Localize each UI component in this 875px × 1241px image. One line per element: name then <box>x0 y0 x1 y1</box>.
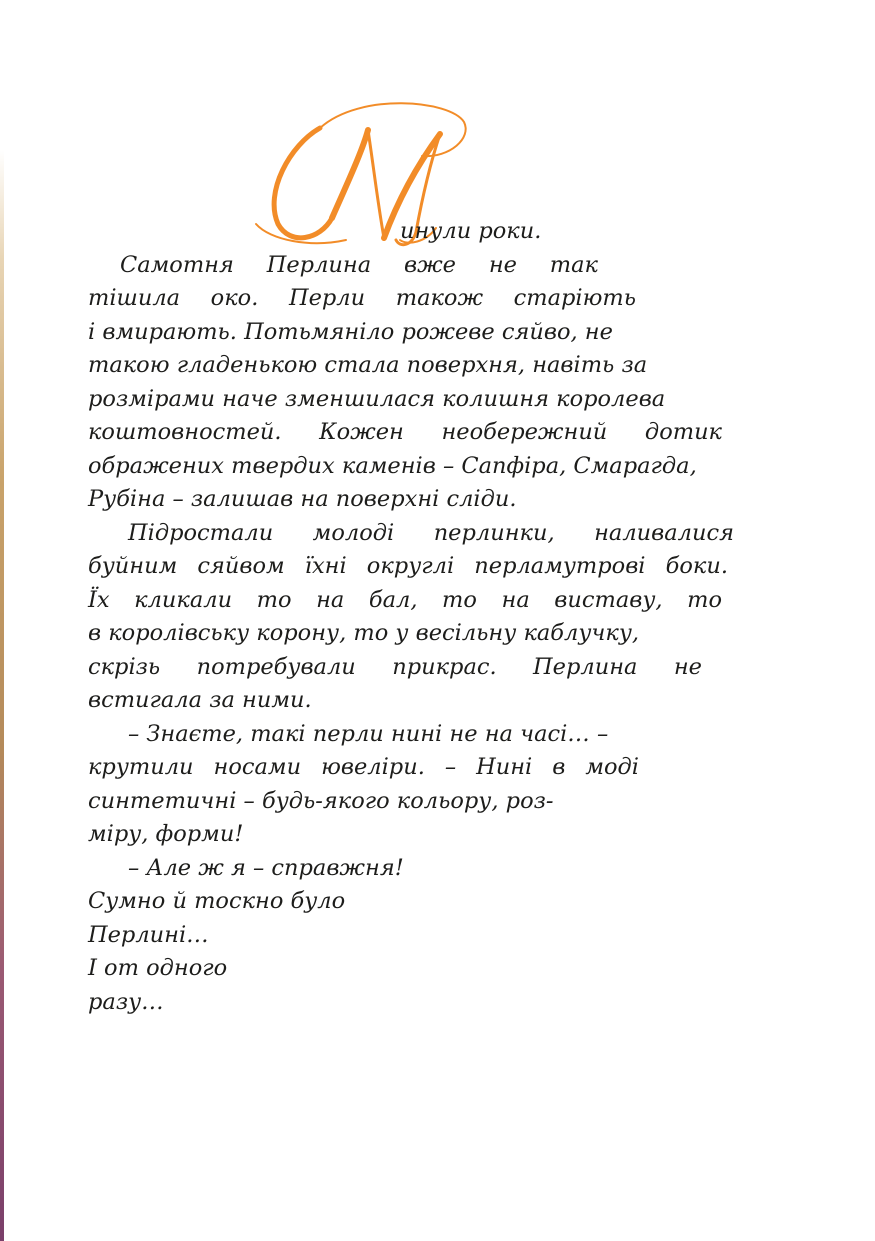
text-line: тішила око. Перли також старіють <box>88 285 636 311</box>
text-line: Перлині… <box>88 921 209 948</box>
text-line: Сумно й тоскно було <box>88 888 346 914</box>
page-edge-decoration <box>0 150 4 1241</box>
text-line: Рубіна – залишав на поверхні сліди. <box>88 486 517 512</box>
text-line: инули роки. <box>400 218 542 244</box>
text-line: скрізь потребували прикрас. Перлина не <box>88 653 702 680</box>
text-line: міру, форми! <box>88 821 244 847</box>
text-line: І от одного <box>88 955 228 981</box>
text-line: в королівську корону, то у весільну каблучку, <box>88 620 640 646</box>
text-line: – Знаєте, такі перли нині не на часі… – <box>128 720 609 747</box>
text-line: коштовностей. Кожен необережний дотик <box>88 419 722 445</box>
text-line: Їх кликали то на бал, то на виставу, то <box>88 586 722 613</box>
text-line: разу… <box>88 988 164 1015</box>
text-line: буйним сяйвом їхні округлі перламутрові боки. <box>88 553 728 579</box>
text-line: крутили носами ювеліри. – Нині в моді <box>88 754 639 780</box>
text-line: розмірами наче зменшилася колишня королева <box>88 385 666 412</box>
text-line: – Але ж я – справжня! <box>128 854 404 881</box>
text-line: такою гладенькою стала поверхня, навіть за <box>88 352 648 378</box>
text-line: Підростали молоді перлинки, наливалися <box>128 519 734 546</box>
text-line: синтетичні – будь-якого кольору, роз- <box>88 787 554 814</box>
story-text <box>88 215 738 1019</box>
text-line: Самотня Перлина вже не так <box>120 251 598 278</box>
text-line: ображених твердих каменів – Сапфіра, Смарагда, <box>88 452 697 479</box>
text-line: встигала за ними. <box>88 687 312 713</box>
text-line: і вмирають. Потьмяніло рожеве сяйво, не <box>88 318 613 345</box>
